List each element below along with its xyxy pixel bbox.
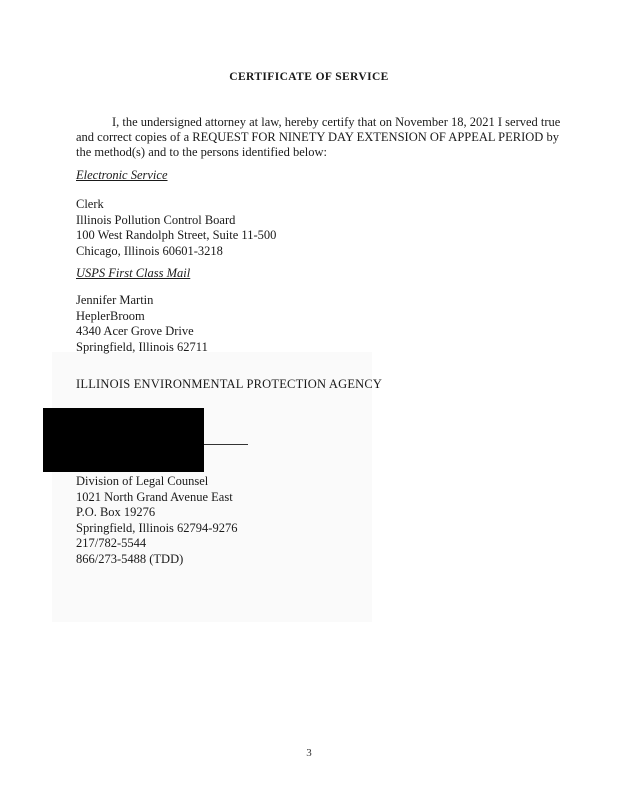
page-number: 3 [306, 747, 312, 759]
address-line: Jennifer Martin [76, 293, 154, 307]
redaction-box [43, 408, 204, 472]
usps-service-heading: USPS First Class Mail [76, 266, 191, 280]
address-line: Springfield, Illinois 62711 [76, 339, 208, 354]
electronic-service-heading: Electronic Service [76, 168, 168, 182]
certificate-title: CERTIFICATE OF SERVICE [229, 71, 389, 83]
address-line: 217/782-5544 [76, 536, 147, 550]
address-line: 1021 North Grand Avenue East [76, 489, 233, 504]
address-line: Illinois Pollution Control Board [76, 212, 236, 227]
counsel-address [76, 474, 237, 567]
usps-service-address [76, 293, 208, 355]
certification-paragraph [76, 115, 561, 160]
paragraph-line: I, the undersigned attorney at law, hereby certify that on November 18, 2021 I served true [112, 115, 561, 129]
paragraph-line: the method(s) and to the persons identified below: [76, 145, 327, 159]
address-line: Chicago, Illinois 60601-3218 [76, 243, 223, 258]
paragraph-line: and correct copies of a REQUEST FOR NINETY DAY EXTENSION OF APPEAL PERIOD by [76, 130, 559, 144]
address-line: 866/273-5488 (TDD) [76, 551, 184, 566]
agency-name: ILLINOIS ENVIRONMENTAL PROTECTION AGENCY [76, 377, 383, 391]
address-line: 100 West Randolph Street, Suite 11-500 [76, 228, 277, 242]
address-line: 4340 Acer Grove Drive [76, 324, 194, 338]
electronic-service-address [76, 197, 276, 259]
address-line: HeplerBroom [76, 308, 145, 323]
address-line: Clerk [76, 197, 104, 211]
address-line: Division of Legal Counsel [76, 474, 209, 488]
address-line: Springfield, Illinois 62794-9276 [76, 520, 238, 535]
address-line: P.O. Box 19276 [76, 505, 156, 519]
signature-line [204, 444, 248, 445]
